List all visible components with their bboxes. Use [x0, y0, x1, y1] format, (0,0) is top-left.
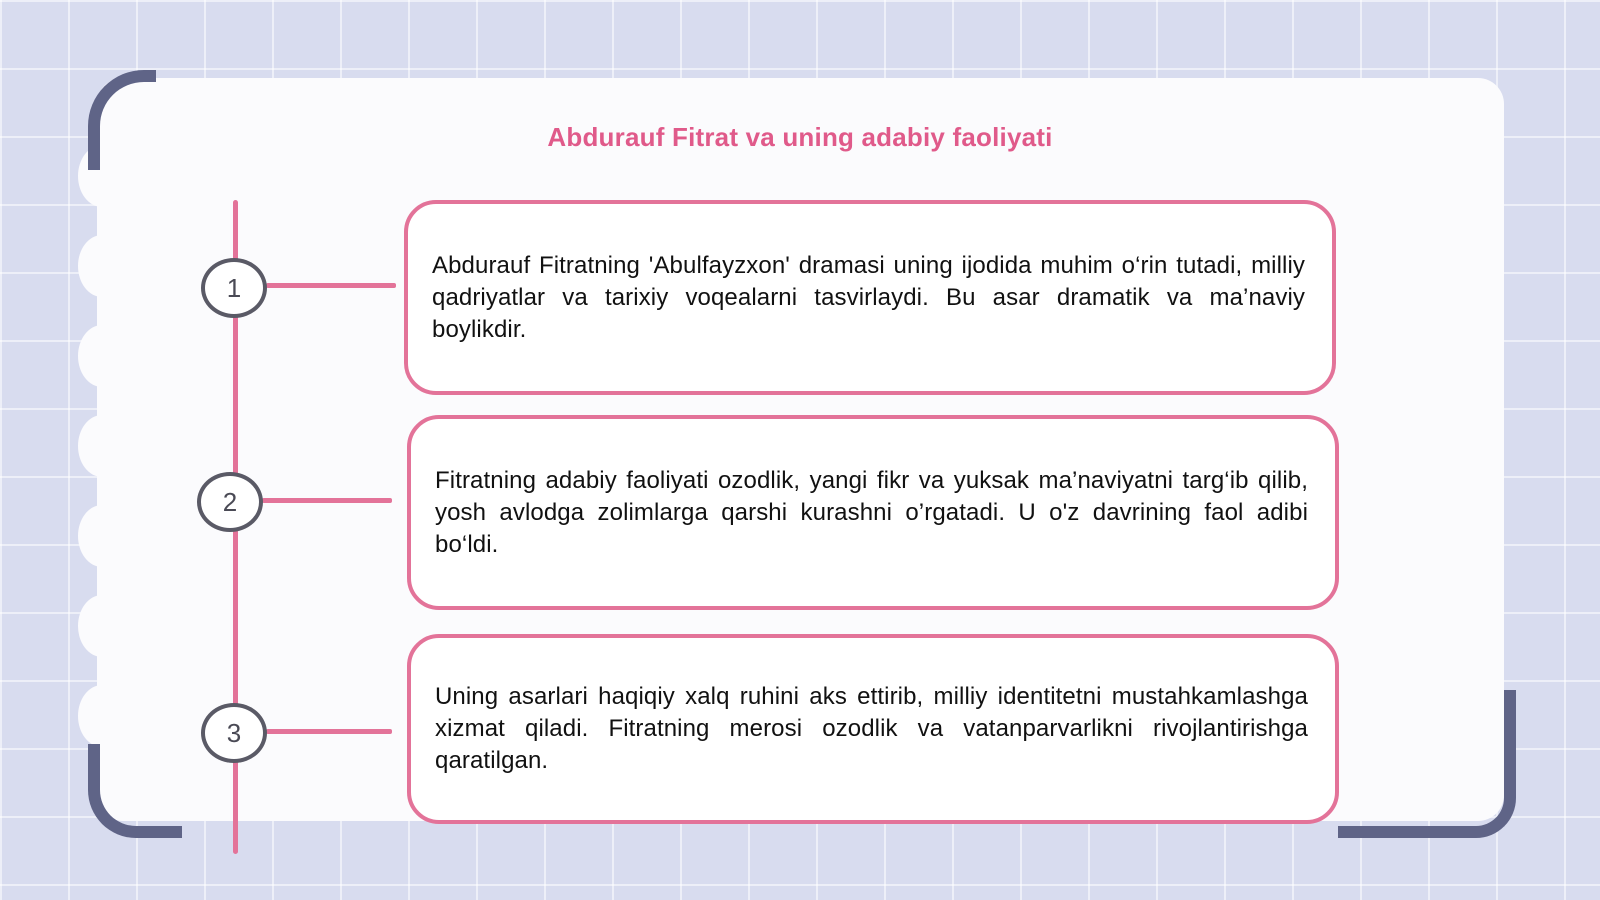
step-number-badge: 3 — [201, 703, 267, 763]
content-text: Abdurauf Fitratning 'Abulfayzxon' dramasi uning ijodida muhim o‘rin tutadi, milliy qadriyatlar va tarixiy voqealarni tasvirlaydi. Bu asar dramatik va ma’naviy boylikdir. — [432, 251, 1305, 343]
timeline-connector — [266, 729, 392, 734]
step-number-badge: 1 — [201, 258, 267, 318]
torn-edge-bump — [78, 595, 126, 657]
torn-edge-bump — [78, 325, 126, 387]
corner-bracket-bottom-right — [1338, 690, 1516, 838]
content-box — [407, 415, 1339, 610]
timeline-connector — [262, 498, 392, 503]
content-text: Uning asarlari haqiqiy xalq ruhini aks ettirib, milliy identitetni mustahkamlashga xizmat qiladi. Fitratning merosi ozodlik va vatanparvarlikni rivojlantirishga qaratilgan. — [435, 683, 1308, 774]
slide-title: Abdurauf Fitrat va uning adabiy faoliyati — [547, 122, 1053, 152]
torn-edge-bump — [78, 505, 126, 567]
corner-bracket-bottom-left — [88, 744, 182, 838]
torn-edge-bump — [78, 235, 126, 297]
step-number-badge: 2 — [197, 472, 263, 532]
content-text: Fitratning adabiy faoliyati ozodlik, yangi fikr va yuksak ma’naviyatni targ‘ib qilib, yosh avlodga zolimlarga qarshi kurashni o’rgatadi. U o'z davrining faol adibi bo‘ldi. — [435, 466, 1308, 558]
content-box — [407, 634, 1339, 824]
corner-bracket-top-left — [88, 70, 156, 170]
timeline-connector — [266, 283, 396, 288]
torn-edge-bump — [78, 415, 126, 477]
content-box — [404, 200, 1336, 395]
torn-edge-bump — [78, 685, 126, 747]
